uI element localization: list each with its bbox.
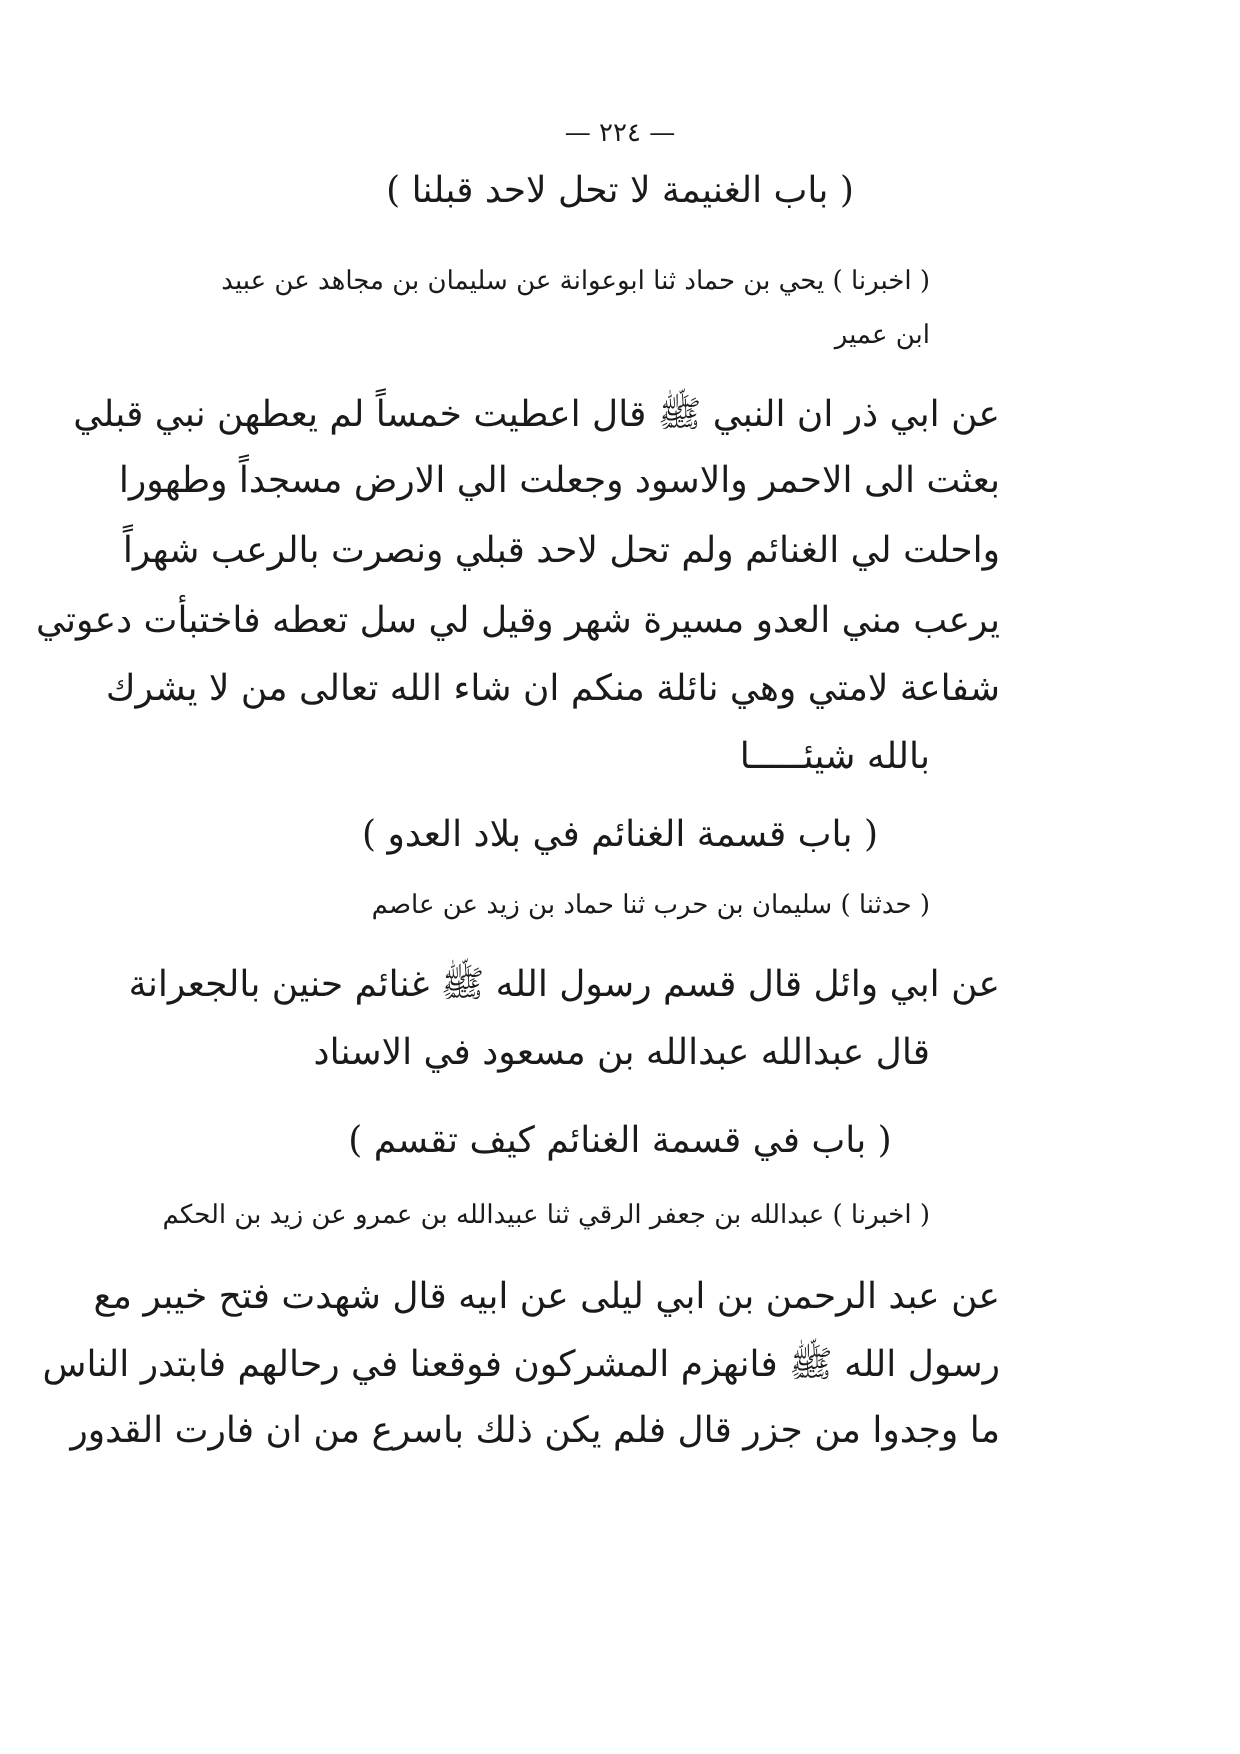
matn-line: بعثت الى الاحمر والاسود وجعلت الي الارض مسجداً وطهورا [118, 460, 1000, 501]
matn-line: قال عبدالله عبدالله بن مسعود في الاسناد [313, 1032, 930, 1073]
isnad-line: ابن عمير [834, 320, 930, 350]
section-heading: ( باب الغنيمة لا تحل لاحد قبلنا ) [386, 170, 854, 211]
page-number: — ٢٢٤ — [564, 118, 676, 148]
matn-line: ما وجدوا من جزر قال فلم يكن ذلك باسرع من ان فارت القدور [70, 1410, 1000, 1451]
matn-line: شفاعة لامتي وهي نائلة منكم ان شاء الله تعالى من لا يشرك [105, 668, 1000, 709]
matn-line: عن ابي ذر ان النبي ﷺ قال اعطيت خمساً لم يعطهن نبي قبلي [73, 394, 1000, 435]
isnad-line: ( اخبرنا ) عبدالله بن جعفر الرقي ثنا عبيدالله بن عمرو عن زيد بن الحكم [162, 1200, 930, 1230]
matn-line: بالله شيئـــــا [739, 736, 930, 777]
section-heading: ( باب قسمة الغنائم في بلاد العدو ) [361, 814, 879, 855]
matn-line: عن عبد الرحمن بن ابي ليلى عن ابيه قال شهدت فتح خيبر مع [93, 1276, 1000, 1317]
matn-line: عن ابي وائل قال قسم رسول الله ﷺ غنائم حنين بالجعرانة [128, 964, 1000, 1005]
matn-line: رسول الله ﷺ فانهزم المشركون فوقعنا في رحالهم فابتدر الناس [42, 1344, 1000, 1385]
section-heading: ( باب في قسمة الغنائم كيف تقسم ) [348, 1120, 892, 1161]
matn-line: يرعب مني العدو مسيرة شهر وقيل لي سل تعطه فاختبأت دعوتي [35, 600, 1000, 641]
matn-line: واحلت لي الغنائم ولم تحل لاحد قبلي ونصرت بالرعب شهراً [122, 530, 1000, 571]
isnad-line: ( اخبرنا ) يحي بن حماد ثنا ابوعوانة عن سليمان بن مجاهد عن عبيد [221, 266, 930, 296]
isnad-line: ( حدثنا ) سليمان بن حرب ثنا حماد بن زيد عن عاصم [371, 890, 930, 920]
